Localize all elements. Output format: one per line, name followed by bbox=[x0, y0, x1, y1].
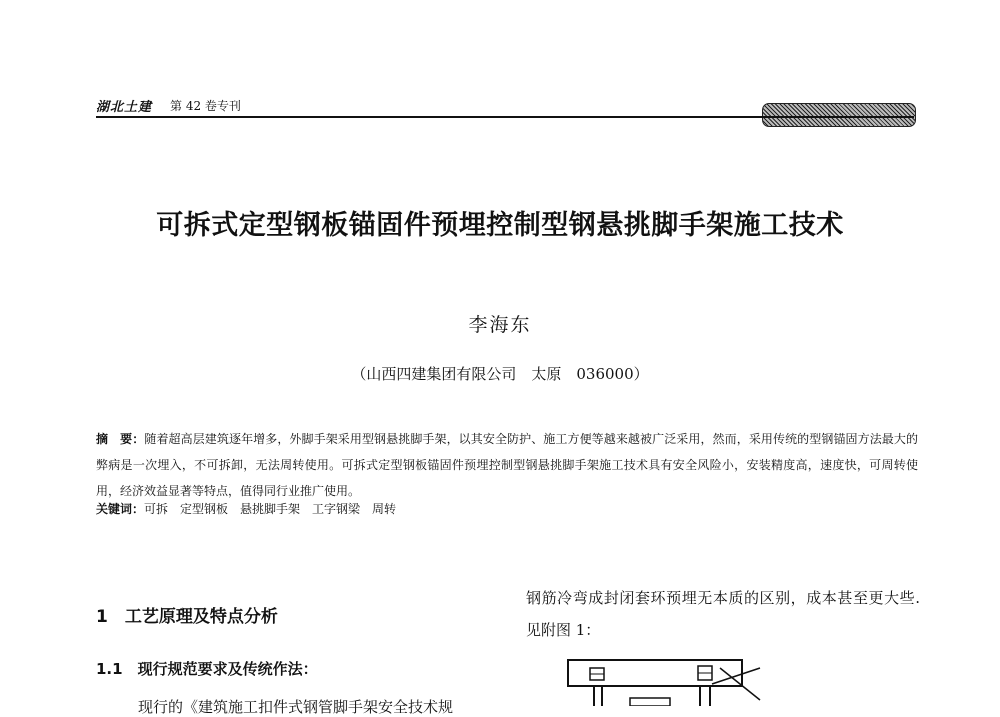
subsection-heading-1-1: 1.1 现行规范要求及传统作法： bbox=[96, 660, 318, 678]
header-badge bbox=[762, 103, 916, 127]
journal-issue: 第 42 卷专刊 bbox=[170, 99, 241, 113]
journal-name: 湖北土建 bbox=[96, 100, 153, 115]
keywords-label: 关键词： bbox=[96, 502, 145, 516]
abstract bbox=[96, 426, 918, 504]
figure-1-diagram bbox=[560, 654, 780, 706]
header-rule bbox=[96, 116, 914, 118]
author-affiliation: （山西四建集团有限公司 太原 036000） bbox=[351, 365, 649, 383]
abstract-label: 摘 要： bbox=[96, 432, 145, 446]
keywords bbox=[96, 500, 396, 517]
author-name: 李海东 bbox=[468, 314, 532, 336]
right-column-body-text: 钢筋冷弯成封闭套环预埋无本质的区别，成本甚至更大些.见附图 1： bbox=[526, 589, 920, 639]
article-title: 可拆式定型钢板锚固件预埋控制型钢悬挑脚手架施工技术 bbox=[156, 210, 844, 241]
keywords-text: 可拆 定型钢板 悬挑脚手架 工字钢梁 周转 bbox=[144, 502, 397, 516]
abstract-text: 随着超高层建筑逐年增多，外脚手架采用型钢悬挑脚手架，以其安全防护、施工方便等越来越被广泛采用，然而，采用传统的型钢锚固方法最大的弊病是一次埋入，不可拆卸，无法周转使用。可拆式定型钢板锚固件预埋控制型钢悬挑脚手架施工技术具有安全风险小，安装精度高，速度快，可周转使用，经济效益显著等特点，值得同行业推广使用。 bbox=[96, 432, 918, 498]
left-column-body-text: 现行的《建筑施工扣件式钢管脚手架安全技术规 bbox=[138, 698, 454, 716]
section-heading-1: 1 工艺原理及特点分析 bbox=[96, 607, 278, 627]
